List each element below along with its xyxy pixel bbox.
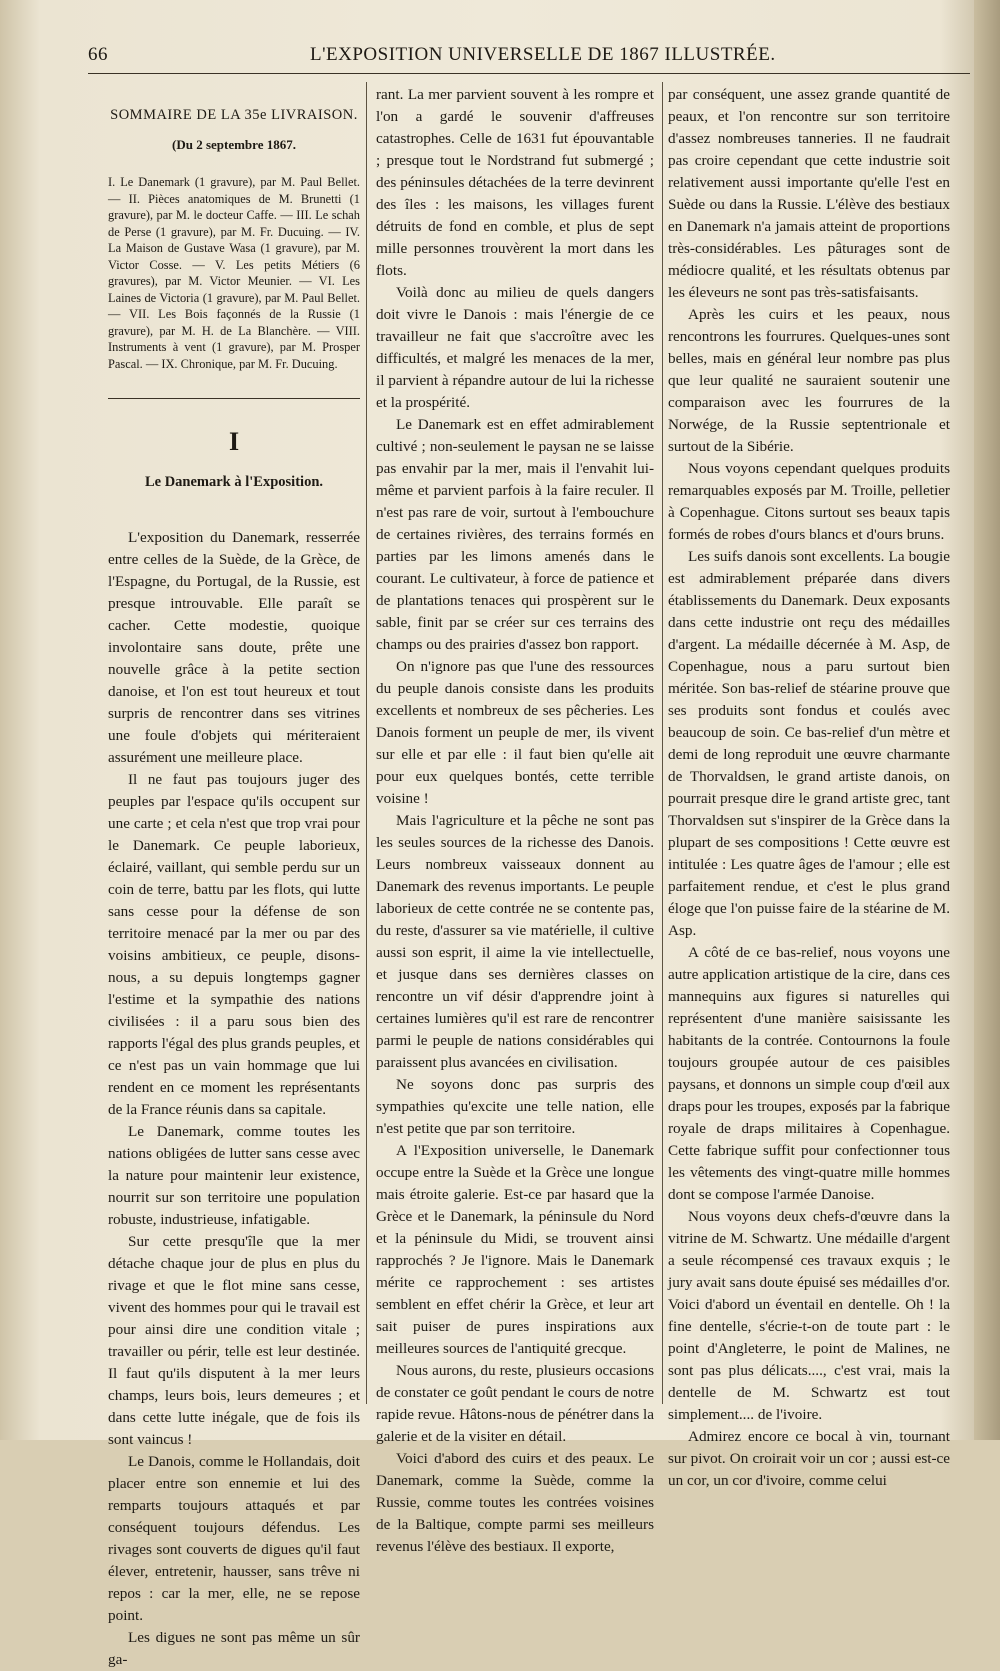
article-paragraph: Nous voyons cependant quelques produits remarquables exposés par M. Troille, pelletier à Copenhague. Citons surtout ses beaux tapis formés de robes d'ours blancs et d'ours bruns. <box>668 460 950 543</box>
article-paragraph: Voici d'abord des cuirs et des peaux. Le Danemark, comme la Suède, comme la Russie, comme toutes les contrées voisines de la Baltique, compte parmi ses meilleurs revenus l'élève des bestiaux. Il exporte, <box>376 1450 654 1555</box>
article-paragraph: A l'Exposition universelle, le Danemark occupe entre la Suède et la Grèce une longue mais étroite galerie. Est-ce par hasard que la Grèce et le Danemark, la péninsule du Nord et la péninsule du Midi, se trouvent ainsi rapprochés ? Je l'ignore. Mais le Danemark mérite ce rapprochement : ses artistes semblent en effet chérir la Grèce, et leur art sait puiser de pures inspirations aux meilleures sources de l'antiquité grecque. <box>376 1142 654 1357</box>
article-paragraph: Le Danois, comme le Hollandais, doit placer entre son ennemie et lui des remparts toujours attaqués et par conséquent toujours défendus. Les rivages sont couverts de digues qu'il faut élever, entretenir, hausser, sans trêve ni repos : car la mer, elle, ne se repose point. <box>108 1453 360 1624</box>
article-title: Le Danemark à l'Exposition. <box>144 474 324 490</box>
article-paragraph: rant. La mer parvient souvent à les rompre et l'on a gardé le souvenir d'affreuses catastrophes. Celle de 1631 fut épouvantable ; presque tout le Nordstrand fut submergé ; des péninsules détachées de la terre devinrent des îles : les maisons, les villages furent détruits de fond en comble, et plus de sept mille personnes trouvèrent la mort dans les flots. <box>376 86 654 279</box>
column-rule-2 <box>662 82 663 1404</box>
page-number: 66 <box>88 44 108 65</box>
article-paragraph: Il ne faut pas toujours juger des peuples par l'espace qu'ils occupent sur une carte ; et cela n'est que trop vrai pour le Danemark. Ce peuple laborieux, éclairé, vaillant, qui semble perdu sur un coin de terre, battu par les flots, qui lutte sans cesse pour la défense de son territoire menacé par la mer ou par des voisins ambitieux, ce peuple, disons-nous, a su depuis longtemps gagner l'estime et la sympathie des nations civilisées : il a paru sous bien des rapports l'égal des plus grands peuples, et ce n'est pas un vain hommage que lui rendent en ce moment les représentants de la France réunis dans sa capitale. <box>108 771 361 1118</box>
article-paragraph: L'exposition du Danemark, resserrée entre celles de la Suède, de la Grèce, de l'Espagne, du Portugal, de la Russie, est presque introuvable. Elle paraît se cacher. Cette modestie, quoique involontaire sans doute, prête une nouvelle grâce à la petite section danoise, et l'on est tout heureux et tout surpris de rencontrer dans ses vitrines une foule d'objets qui mériteraient assurément une meilleure place. <box>108 529 360 766</box>
article-paragraph: Ne soyons donc pas surpris des sympathies qu'excite une telle nation, elle n'est petite que par son territoire. <box>376 1076 654 1137</box>
article-paragraph: Nous aurons, du reste, plusieurs occasions de constater ce goût pendant le cours de notre rapide revue. Hâtons-nous de pénétrer dans la galerie et de la visiter en détail. <box>376 1362 654 1445</box>
column-rule-1 <box>366 82 367 1404</box>
article-paragraph: Le Danemark, comme toutes les nations obligées de lutter sans cesse avec la nature pour maintenir leur existence, nourrit sur son territoire une population robuste, industrieuse, infatigable. <box>108 1123 360 1228</box>
article-paragraph: Nous voyons deux chefs-d'œuvre dans la vitrine de M. Schwartz. Une médaille d'argent a seule récompensé ces travaux exquis ; le jury avait sans doute épuisé ses médailles d'or. Voici d'abord un éventail en dentelle. Oh ! la fine dentelle, s'écrie-t-on de toute part : le point d'Angleterre, le point de Malines, ne sont pas plus délicats...., c'est vrai, mais la dentelle de M. Schwartz est tout simplement.... de l'ivoire. <box>668 1208 950 1423</box>
running-head <box>88 44 978 72</box>
column-1 <box>108 84 361 1668</box>
sommaire-body: I. Le Danemark (1 gravure), par M. Paul Bellet. — II. Pièces anatomiques de M. Brunetti (1 gravure), par M. le docteur Caffe. — III. Le schah de Perse (1 gravure), par M. Fr. Ducuing. — IV. La Maison de Gustave Wasa (1 gravure), par M. Victor Cosse. — V. Les petits Métiers (6 gravures), par M. Victor Meunier. — VI. Les Laines de Victoria (1 gravure), par M. Paul Bellet. — VII. Les Bois façonnés de la Russie (1 gravure), par M. H. de La Blanchère. — VIII. Instruments à vent (1 gravure), par M. Prosper Pascal. — IX. Chronique, par M. Fr. Ducuing. <box>108 175 360 371</box>
column-3-text <box>668 84 950 1492</box>
column-2 <box>376 84 654 1555</box>
article-paragraph: Mais l'agriculture et la pêche ne sont pas les seules sources de la richesse des Danois. Leurs nombreux vaisseaux donnent au Danemark des revenus importants. Le peuple laborieux de cette contrée ne se contente pas, du reste, d'assurer sa vie matérielle, il cultive aussi son esprit, il aime la vie intellectuelle, et jusque dans ses dernières classes on rencontre un vif désir d'apprendre joint à certaines lumières qu'il est rare de rencontrer parmi le peuple de nations considérables qui paraissent plus avancées en civilisation. <box>376 812 654 1071</box>
adjacent-page-edge <box>974 0 1000 1440</box>
article-paragraph: On n'ignore pas que l'une des ressources du peuple danois consiste dans les produits excellents et nombreux de ses pêcheries. Les Danois forment un peuple de mer, ils vivent sur elle et par elle : il faut bien qu'elle ait pour eux quelques bontés, cette terrible voisine ! <box>376 658 654 807</box>
article-paragraph: Voilà donc au milieu de quels dangers doit vivre le Danois : mais l'énergie de ce travailleur ne fait que s'accroître avec les difficultés, et malgré les menaces de la mer, il parvient à répandre autour de lui la richesse et la prospérité. <box>376 284 654 411</box>
article-paragraph: Les digues ne sont pas même un sûr ga- <box>108 1629 360 1668</box>
article-numeral: I <box>228 427 240 456</box>
publication-title: L'EXPOSITION UNIVERSELLE DE 1867 ILLUSTRÉE. <box>310 44 776 65</box>
article-paragraph: Admirez encore ce bocal à vin, tournant sur pivot. On croirait voir un cor ; aussi est-ce un cor, un cor d'ivoire, comme celui <box>668 1428 950 1489</box>
section-rule <box>108 398 360 399</box>
column-1-text <box>108 527 360 1671</box>
column-2-text <box>376 84 654 1558</box>
article-paragraph: Le Danemark est en effet admirablement cultivé ; non-seulement le paysan ne se laisse pas envahir par la mer, mais il l'envahit lui-même et parvient parfois à la faire reculer. Il n'est pas rare de voir, surtout à l'embouchure de certaines rivières, des terrains formés en parties par les limons amenés dans le courant. Le cultivateur, à force de patience et de plantations tenaces qui prospèrent sur le sable, finit par se créer sur ces terrains des champs ou des prairies d'assez bon rapport. <box>376 416 654 653</box>
article-paragraph: Sur cette presqu'île que la mer détache chaque jour de plus en plus du rivage et que le flot mine sans cesse, vivent des hommes pour qui le travail est pour ainsi dire une condition vitale ; travailler ou périr, telle est leur destinée. Il faut qu'ils disputent à la mer leurs champs, leurs bois, leurs demeures ; et dans cette lutte inégale, que de fois ils sont vaincus ! <box>108 1233 360 1448</box>
header-rule <box>88 73 970 74</box>
article-paragraph: A côté de ce bas-relief, nous voyons une autre application artistique de la cire, dans ces mannequins aux figures si naturelles qui représentent d'une manière saisissante les habitants de la contrée. Contournons la foule toujours groupée autour de ces paisibles paysans, et donnons un simple coup d'œil aux draps pour les troupes, exposés par la fabrique royale de draps militaires à Copenhague. Cette fabrique suffit pour confectionner tous les vêtements des vingt-quatre mille hommes dont se compose l'armée Danoise. <box>668 944 950 1203</box>
sommaire-date: (Du 2 septembre 1867. <box>172 137 296 152</box>
sommaire-title: SOMMAIRE DE LA 35e LIVRAISON. <box>110 107 358 123</box>
article-paragraph: par conséquent, une assez grande quantité de peaux, et l'on rencontre sur son territoire d'assez nombreuses tanneries. Il ne faudrait pas croire cependant que cette industrie soit relativement aussi importante qu'elle l'est en Suède ou dans la Russie. L'élève des bestiaux en Danemark n'a jamais atteint de proportions très-considérables. Les pâturages sont de médiocre qualité, et les résultats obtenus par les éleveurs ne sont pas très-satisfaisants. <box>668 86 950 301</box>
article-paragraph: Après les cuirs et les peaux, nous rencontrons les fourrures. Quelques-unes sont belles, mais en général leur nombre pas plus que leur qualité ne sauraient soutenir une comparaison avec les fourrures de la Norwége, de la Russie septentrionale et surtout de la Sibérie. <box>668 306 950 455</box>
column-3 <box>668 84 950 1489</box>
article-paragraph: Les suifs danois sont excellents. La bougie est admirablement préparée dans divers établissements du Danemark. Deux exposants dans cette industrie ont reçu des médailles d'argent. La médaille décernée à M. Asp, de Copenhague, nous a paru surtout bien méritée. Son bas-relief de stéarine prouve que ses produits sont fondus et coulés avec beaucoup de soin. Ce bas-relief d'un mètre et demi de long reproduit une œuvre charmante de Thorvaldsen, le grand artiste danois, on pourrait presque dire le grand artiste grec, tant Thorvaldsen sut s'inspirer de la Grèce dans la plupart de ses compositions ! Cette œuvre est intitulée : Les quatre âges de l'amour ; elle est parfaitement rendue, et c'est le plus grand éloge que l'on puisse faire de la stéarine de M. Asp. <box>668 548 950 939</box>
